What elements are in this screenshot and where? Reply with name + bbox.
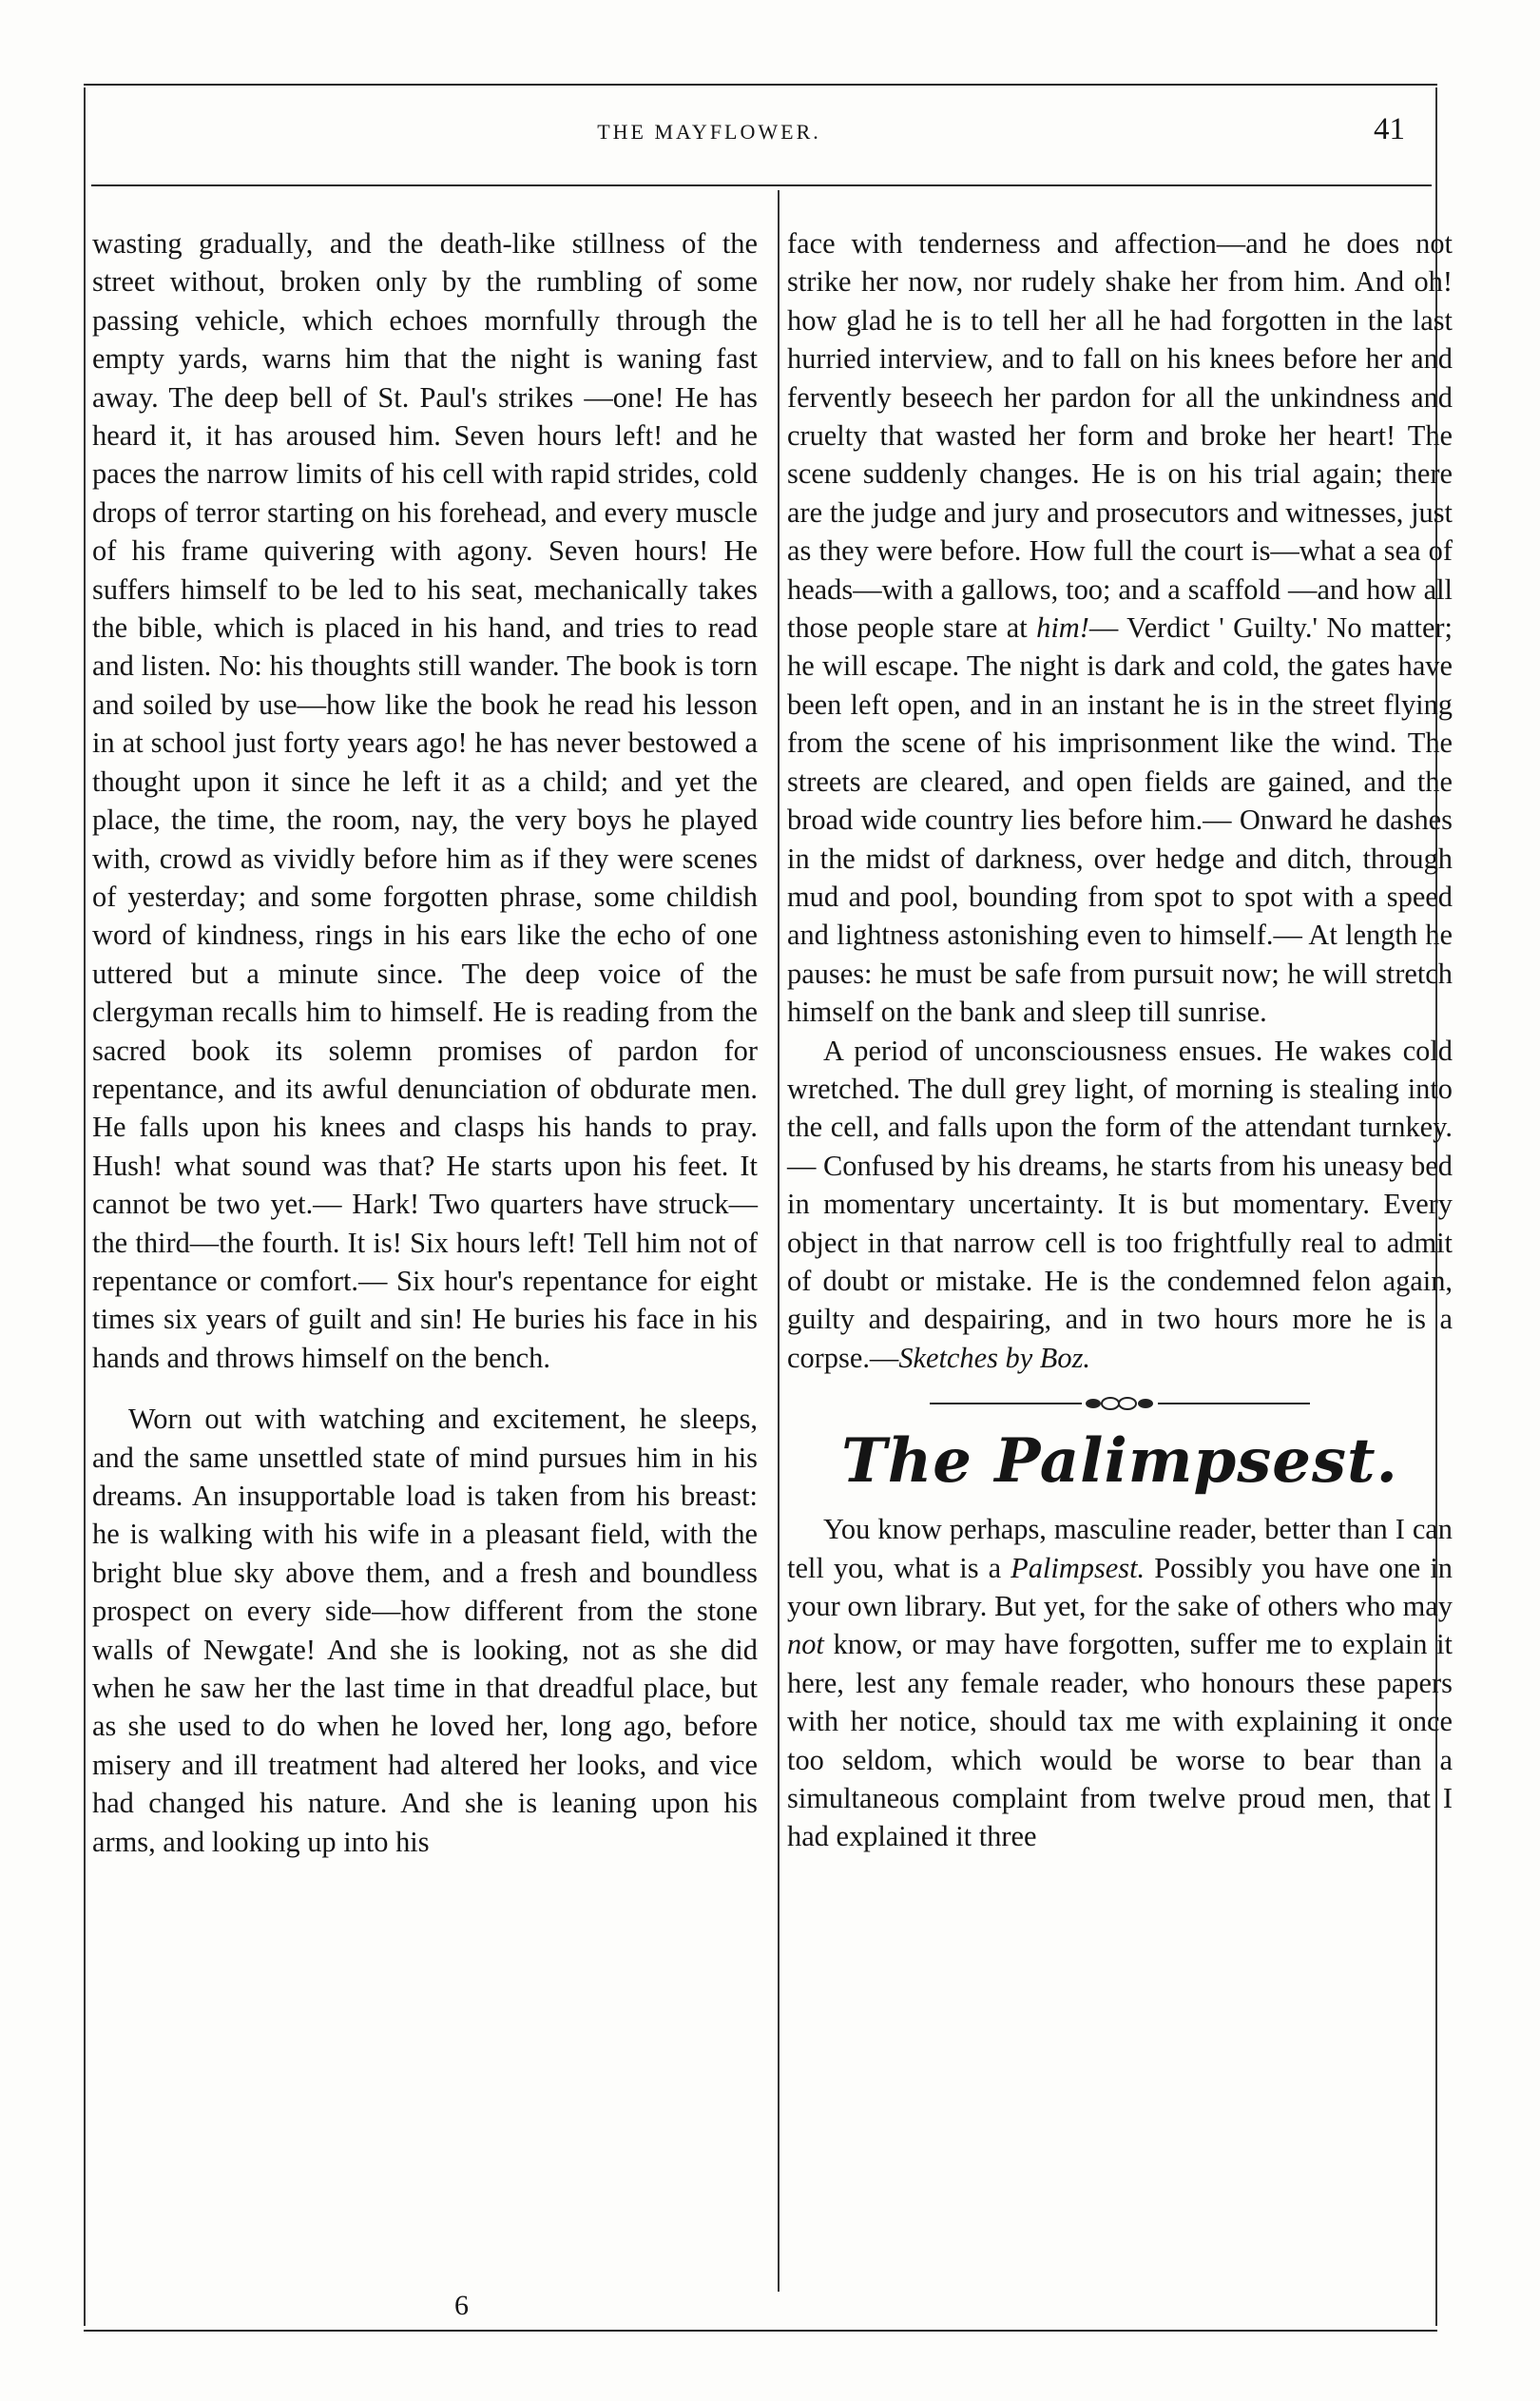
source-attribution: Sketches by Boz. [898, 1341, 1090, 1374]
paragraph-right-2-text: A period of unconsciousness ensues. He wakes cold wretched. The dull grey light, of morning is stealing into the cell, and falls upon the form of the attendant turnkey.— Confused by his dreams, he starts from his uneasy bed in momentary uncertainty. It is but momentary. Every object in that narrow cell is too frightfully real to admit of doubt or mistake. He is the condemned felon again, guilty and despairing, and in two hours more he is a corpse.— [787, 1034, 1453, 1374]
section-title: The Palimpsest. [841, 1425, 1398, 1498]
paragraph-left-1: wasting gradually, and the death-like stillness of the street without, broken only by the rumbling of some passing vehicle, which echoes mornfully through the empty yards, warns him that the night is waning fast away. The deep bell of St. Paul's strikes —one! He has heard it, it has aroused him. Seven hours left! and he paces the narrow limits of his cell with rapid strides, cold drops of terror starting on his forehead, and every muscle of his frame quivering with agony. Seven hours! He suffers himself to be led to his seat, mechanically takes the bible, which is placed in his hand, and tries to read and listen. No: his thoughts still wander. The book is torn and soiled by use—how like the book he read his lesson in at school just forty years ago! he has never bestowed a thought upon it since he left it as a child; and yet the place, the time, the room, nay, the very boys he played with, crowd as vividly before him as if they were scenes of yesterday; and some forgotten phrase, some childish word of kindness, rings in his ears like the echo of one uttered but a minute since. The deep voice of the clergyman recalls him to himself. He is reading from the sacred book its solemn promises of pardon for repentance, and its awful denunciation of obdurate men. He falls upon his knees and clasps his hands to pray. Hush! what sound was that? He starts upon his feet. It cannot be two yet.— Hark! Two quarters have struck—the third—the fourth. It is! Six hours left! Tell him not of repentance or comfort.— Six hour's repentance for eight times six years of guilt and sin! He buries his face in his hands and throws himself on the bench. [92, 227, 758, 1374]
right-column [787, 224, 1453, 1856]
emphasis-palimpsest: Palimpsest. [1011, 1551, 1145, 1584]
paragraph-right-3-text-b: Possibly you have one in your own library. But yet, for the sake of others who may [787, 1551, 1453, 1622]
paragraph-right-1-text-b: — Verdict ' Guilty.' No matter; he will escape. The night is dark and cold, the gates have been left open, and in an instant he is in the street flying from the scene of his imprisonment like the wind. The streets are cleared, and open fields are gained, and the broad wide country lies before him.— Onward he dashes in the midst of darkness, over hedge and ditch, through mud and pool, bounding from spot to spot with a speed and lightness astonishing even to himself.— At length he pauses: he must be safe from pursuit now; he will stretch himself on the bank and sleep till sunrise. [787, 611, 1453, 1029]
paragraph-right-3 [787, 1510, 1453, 1856]
header-rule [91, 184, 1432, 186]
paragraph-right-1 [787, 224, 1453, 1032]
left-column [92, 224, 758, 1861]
paragraph-left-2: Worn out with watching and excitement, he sleeps, and the same unsettled state of mind pursues him in his dreams. An insupportable load is taken from his breast: he is walking with his wife in a pleasant field, with the bright blue sky above them, and a fresh and boundless prospect on every side—how different from the stone walls of Newgate! And she is looking, not as she did when he saw her the last time in that dreadful place, but as she used to do when he loved her, long ago, before misery and ill treatment had altered her looks, and vice had changed his nature. And she is leaning upon his arms, and looking up into his [92, 1403, 758, 1858]
frame-left-border [84, 87, 86, 2326]
page-number: 41 [1374, 112, 1405, 146]
column-divider [778, 190, 780, 2292]
running-title: THE MAYFLOWER. [597, 120, 821, 144]
page-header [91, 106, 1422, 154]
paragraph-gap [92, 1377, 758, 1400]
signature-mark: 6 [454, 2290, 469, 2321]
emphasis-him: him! [1036, 611, 1089, 645]
paragraph-right-3-text-a: You know perhaps, masculine reader, better than I can tell you, what is a [787, 1513, 1453, 1584]
paragraph-right-1-text-a: face with tenderness and affection—and he does not strike her now, nor rudely shake her from him. And oh! how glad he is to tell her all he had forgotten in the last hurried interview, and to fall on his knees before her and fervently beseech her pardon for all the unkindness and cruelty that wasted her form and broke her heart! The scene suddenly changes. He is on his trial again; there are the judge and jury and prosecutors and witnesses, just as they were before. How full the court is—what a sea of heads—with a gallows, too; and a scaffold —and how all those people stare at [787, 227, 1453, 645]
paragraph-right-3-text-c: know, or may have forgotten, suffer me to explain it here, lest any female reader, who honours these papers with her notice, should tax me with explaining it once too seldom, which would be worse to bear than a simultaneous complaint from twelve proud men, that I had explained it three [787, 1628, 1453, 1853]
paragraph-right-2 [787, 1032, 1453, 1378]
emphasis-not: not [787, 1628, 824, 1661]
ornament-rule [787, 1394, 1453, 1413]
